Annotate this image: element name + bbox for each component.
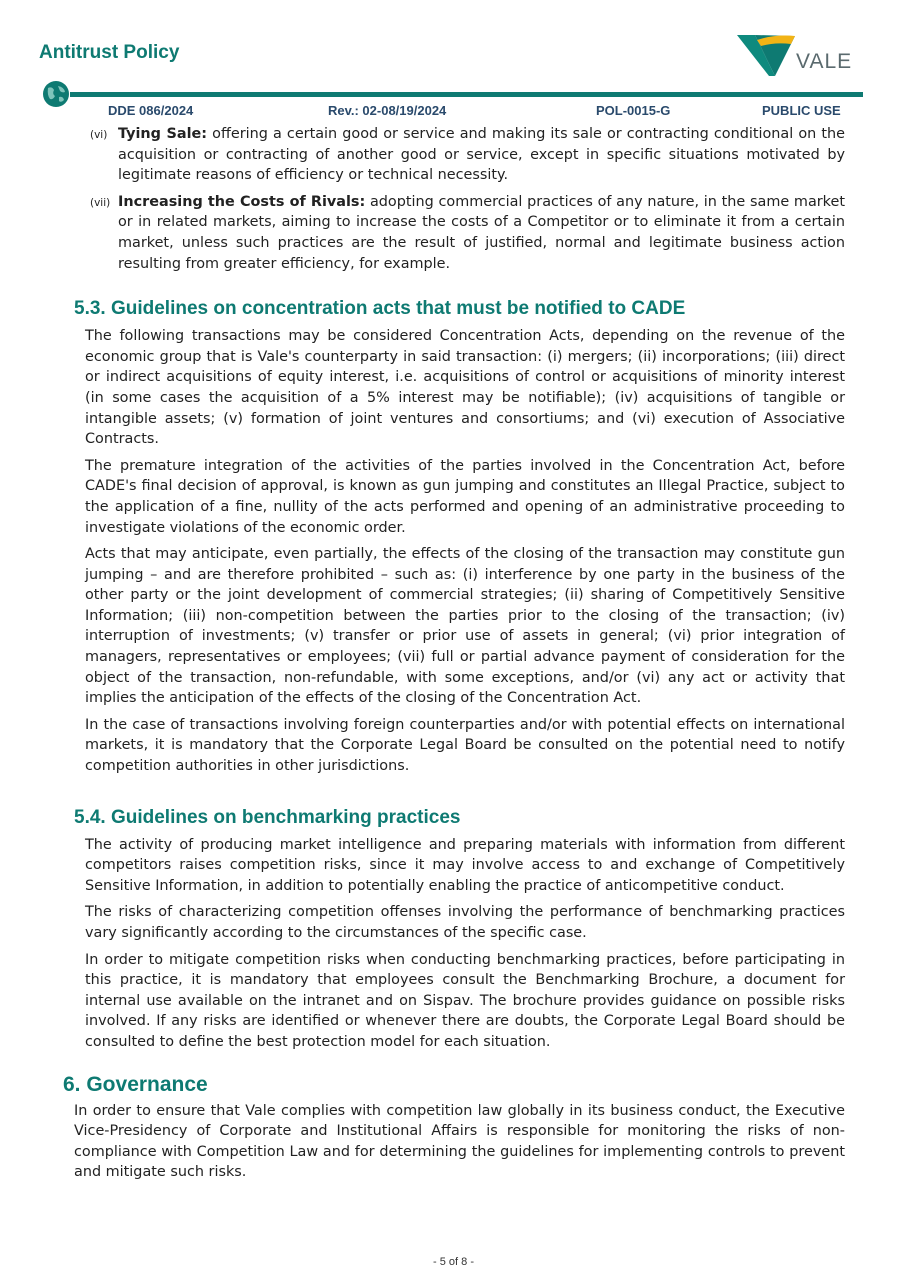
section-heading-6: 6. Governance — [63, 1072, 208, 1096]
list-numeral: (vi) — [90, 129, 108, 141]
list-term: Tying Sale: — [118, 126, 208, 142]
paragraph: In order to mitigate competition risks when conducting benchmarking practices, before participating in this practice, it is mandatory that employees consult the Benchmarking Brochure, a document for internal use available on the intranet and on Sispav. The brochure provides guidance on possible risks involved. If any risks are identified or whenever there are doubts, the Corporate Legal Board should be consulted to define the best protection model for each situation. — [85, 951, 845, 1050]
section-heading-5-3: 5.3. Guidelines on concentration acts that must be notified to CADE — [74, 298, 686, 320]
doc-number: DDE 086/2024 — [108, 103, 194, 118]
list-item — [90, 192, 845, 274]
header-divider — [70, 92, 863, 97]
list-text: adopting commercial practices of any nature, in the same market or in related markets, aiming to increase the costs of a Competitor or to eliminate it from a certain market, unless such practices are the result of justified, normal and legitimate business action resulting from greater efficiency, for example. — [118, 193, 845, 272]
policy-code: POL-0015-G — [596, 103, 671, 118]
document-title: Antitrust Policy — [39, 42, 180, 63]
page-content — [0, 124, 907, 1189]
page-number: - 5 of 8 - — [433, 1256, 474, 1268]
paragraph: The following transactions may be considered Concentration Acts, depending on the revenue of the economic group that is Vale's counterparty in said transaction: (i) mergers; (ii) incorporations; (iii) direct or indirect acquisitions of equity interest, i.e. acquisitions of control or acquisitions of minority interest (in some cases the acquisition of a 5% interest may be notifiable); (iv) acquisitions of tangible or intangible assets; (v) formation of joint ventures and consortiums; and (vi) execution of Associative Contracts. — [85, 328, 845, 448]
list-numeral: (vii) — [90, 196, 111, 209]
section-heading-5-4: 5.4. Guidelines on benchmarking practices — [74, 806, 461, 828]
paragraph: The premature integration of the activities of the parties involved in the Concentration Act, before CADE's final decision of approval, is known as gun jumping and constitutes an Illegal Practice, subject to the application of a fine, nullity of the acts performed and opening of an administrative proceeding to investigate violations of the economic order. — [85, 457, 845, 536]
list-text: offering a certain good or service and making its sale or contracting conditional on the acquisition or contracting of another good or service, except in specific situations motivated by legitimate reasons of efficiency or technical necessity. — [118, 126, 845, 184]
list-term: Increasing the Costs of Rivals: — [118, 193, 366, 210]
classification: PUBLIC USE — [762, 103, 841, 118]
paragraph: In the case of transactions involving foreign counterparties and/or with potential effects on international markets, it is mandatory that the Corporate Legal Board be consulted on the potential need to notify competition authorities in other jurisdictions. — [85, 716, 845, 775]
globe-icon — [42, 80, 70, 108]
revision: Rev.: 02-08/19/2024 — [328, 103, 447, 118]
paragraph: The activity of producing market intelligence and preparing materials with information from different competitors raises competition risks, since it may involve access to and exchange of Competitively Sensitive Information, in addition to potentially enabling the practice of anticompetitive conduct. — [85, 836, 845, 894]
paragraph: Acts that may anticipate, even partially, the effects of the closing of the transaction may constitute gun jumping – and are therefore prohibited – such as: (i) interference by one party in the business of the other party or the joint development of commercial strategies; (ii) sharing of Competitively Sensitive Information; (iii) non-competition between the parties prior to the closing of the transaction; (iv) interruption of investments; (v) transfer or prior use of assets in general; (vi) prior integration of managers, representatives or employees; (vii) full or partial advance payment of consideration for the object of the transaction, non-refundable, with some exceptions, and/or (vi) any act or activity that implies the anticipation of the effects of the closing of the Concentration Act. — [85, 546, 845, 707]
paragraph: The risks of characterizing competition offenses involving the performance of benchmarking practices vary significantly according to the circumstances of the specific case. — [85, 904, 845, 941]
paragraph: In order to ensure that Vale complies with competition law globally in its business conduct, the Executive Vice-Presidency of Corporate and Institutional Affairs is responsible for monitoring the risks of non-compliance with Competition Law and for determining the guidelines for implementing controls to prevent and mitigate such risks. — [74, 1102, 845, 1181]
list-item — [90, 124, 845, 186]
logo-wordmark: VALE — [796, 50, 853, 73]
